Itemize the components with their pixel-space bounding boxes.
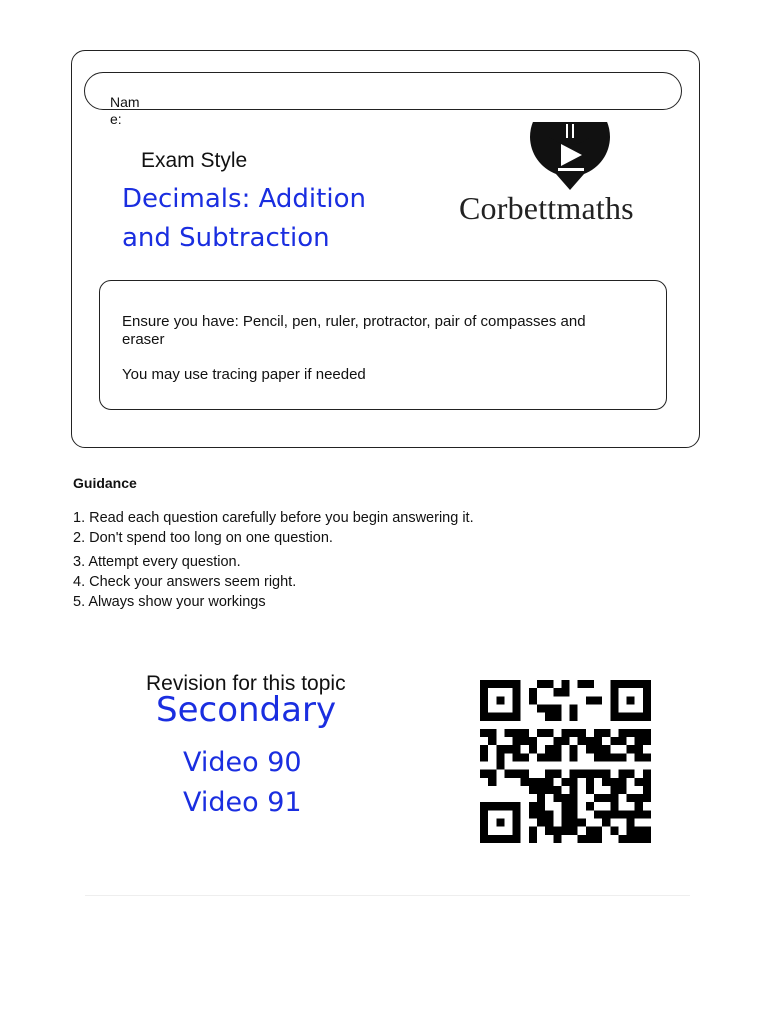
guidance-heading: Guidance: [73, 475, 137, 491]
title-line-2: and Subtraction: [122, 223, 330, 253]
name-label: Name:: [110, 94, 140, 127]
requirements-line-2: You may use tracing paper if needed: [122, 366, 366, 383]
guidance-list: [73, 508, 474, 612]
name-field[interactable]: [84, 72, 682, 110]
requirements-line-1: Ensure you have: Pencil, pen, ruler, protractor, pair of compasses and eraser: [122, 313, 586, 348]
guidance-item: 5. Always show your workings: [73, 594, 266, 610]
revision-subtitle: Secondary: [156, 690, 337, 730]
logo-text: Corbettmaths: [459, 190, 634, 226]
exam-style-label: Exam Style: [141, 149, 248, 172]
guidance-item: 3. Attempt every question.: [73, 554, 241, 570]
page-title: [122, 180, 422, 258]
title-line-1: Decimals: Addition: [122, 184, 366, 214]
video-link-90[interactable]: Video 90: [183, 747, 302, 778]
video-link-91[interactable]: Video 91: [183, 787, 302, 818]
guidance-item: 4. Check your answers seem right.: [73, 574, 297, 590]
guidance-item: 1. Read each question carefully before you begin answering it.: [73, 510, 474, 526]
qr-code-icon[interactable]: [480, 680, 651, 843]
revision-title: Revision for this topic: [146, 672, 346, 695]
guidance-item: 2. Don't spend too long on one question.: [73, 530, 333, 546]
